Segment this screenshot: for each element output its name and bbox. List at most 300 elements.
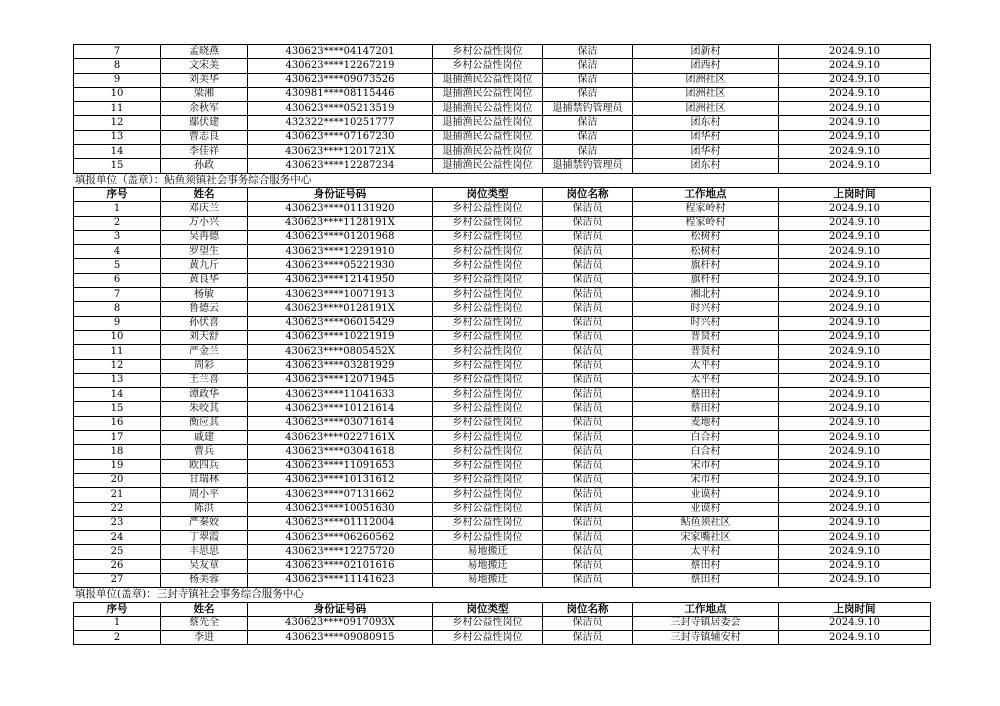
table-row [74,130,931,144]
cell-start-date: 2024.9.10 [779,73,931,87]
table-row [74,388,931,402]
cell-index: 10 [74,330,161,344]
cell-post-type: 乡村公益性岗位 [433,316,543,330]
cell-start-date: 2024.9.10 [779,59,931,73]
column-header: 姓名 [161,602,248,616]
table-row [74,330,931,344]
cell-post-type: 易地搬迁 [433,545,543,559]
cell-id-number: 430623****03071614 [248,416,433,430]
cell-start-date: 2024.9.10 [779,431,931,445]
cell-start-date: 2024.9.10 [779,145,931,159]
cell-work-location: 团华村 [633,145,779,159]
cell-name: 黄九斤 [161,259,248,273]
cell-id-number: 430623****1201721X [248,145,433,159]
cell-work-location: 团华村 [633,130,779,144]
cell-start-date: 2024.9.10 [779,459,931,473]
cell-index: 5 [74,259,161,273]
cell-id-number: 430623****0917093X [248,616,433,630]
cell-post-type: 乡村公益性岗位 [433,259,543,273]
cell-post-type: 乡村公益性岗位 [433,273,543,287]
cell-id-number: 430981****08115446 [248,87,433,101]
cell-name: 周彩 [161,359,248,373]
cell-post-type: 乡村公益性岗位 [433,202,543,216]
cell-work-location: 程家岭村 [633,202,779,216]
cell-id-number: 430623****10131612 [248,473,433,487]
cell-start-date: 2024.9.10 [779,102,931,116]
cell-work-location: 蔡田村 [633,559,779,573]
cell-id-number: 430623****05213519 [248,102,433,116]
cell-post-type: 乡村公益性岗位 [433,488,543,502]
cell-index: 3 [74,230,161,244]
cell-work-location: 太平村 [633,545,779,559]
cell-work-location: 团新村 [633,45,779,59]
cell-post-name: 保洁员 [543,531,633,545]
cell-work-location: 三封寺镇居委会 [633,616,779,630]
cell-start-date: 2024.9.10 [779,302,931,316]
cell-post-name: 保洁员 [543,573,633,587]
cell-work-location: 松树村 [633,230,779,244]
cell-name: 严秦姣 [161,516,248,530]
table-row [74,531,931,545]
cell-id-number: 430623****11141623 [248,573,433,587]
table-row [74,616,931,630]
cell-start-date: 2024.9.10 [779,116,931,130]
cell-index: 1 [74,202,161,216]
table-row [74,502,931,516]
cell-name: 欧四兵 [161,459,248,473]
cell-post-type: 乡村公益性岗位 [433,230,543,244]
cell-index: 26 [74,559,161,573]
cell-post-name: 保洁员 [543,502,633,516]
cell-id-number: 430623****1128191X [248,216,433,230]
cell-index: 12 [74,359,161,373]
cell-post-type: 乡村公益性岗位 [433,445,543,459]
column-header: 岗位名称 [543,187,633,201]
cell-name: 衡应其 [161,416,248,430]
cell-name: 谭政华 [161,388,248,402]
table-row [74,516,931,530]
cell-work-location: 麦地村 [633,416,779,430]
cell-name: 王兰喜 [161,373,248,387]
cell-work-location: 蔡田村 [633,573,779,587]
column-header: 工作地点 [633,187,779,201]
cell-post-name: 保洁 [543,130,633,144]
cell-work-location: 团东村 [633,116,779,130]
cell-post-name: 保洁员 [543,373,633,387]
cell-name: 周小平 [161,488,248,502]
column-header: 身份证号码 [248,602,433,616]
cell-post-name: 保洁员 [543,473,633,487]
table-section-1 [73,44,931,174]
table-row [74,302,931,316]
cell-post-type: 乡村公益性岗位 [433,502,543,516]
cell-work-location: 团洲社区 [633,87,779,101]
cell-work-location: 白合村 [633,431,779,445]
cell-id-number: 430623****09073526 [248,73,433,87]
cell-post-type: 退捕渔民公益性岗位 [433,130,543,144]
table-row [74,288,931,302]
cell-post-name: 保洁 [543,145,633,159]
cell-work-location: 宋家嘴社区 [633,531,779,545]
cell-id-number: 430623****11091653 [248,459,433,473]
cell-id-number: 430623****12275720 [248,545,433,559]
cell-post-type: 退捕渔民公益性岗位 [433,159,543,173]
reporting-unit-label: 填报单位（盖章）：鲇鱼须镇社会事务综合服务中心 [75,173,312,186]
column-header: 序号 [74,602,161,616]
cell-post-name: 保洁员 [543,416,633,430]
cell-post-name: 保洁员 [543,402,633,416]
cell-start-date: 2024.9.10 [779,45,931,59]
cell-post-type: 乡村公益性岗位 [433,531,543,545]
cell-post-name: 保洁 [543,45,633,59]
cell-id-number: 432322****10251777 [248,116,433,130]
cell-id-number: 430623****06260562 [248,531,433,545]
cell-post-name: 退捕禁钓管理员 [543,159,633,173]
cell-start-date: 2024.9.10 [779,359,931,373]
cell-work-location: 业谟村 [633,502,779,516]
cell-name: 甘瑞林 [161,473,248,487]
cell-id-number: 430623****10051630 [248,502,433,516]
cell-post-type: 退捕渔民公益性岗位 [433,145,543,159]
cell-name: 余秋军 [161,102,248,116]
cell-index: 12 [74,116,161,130]
cell-post-type: 乡村公益性岗位 [433,473,543,487]
table-row [74,145,931,159]
cell-name: 鲁德云 [161,302,248,316]
cell-name: 严金兰 [161,345,248,359]
cell-start-date: 2024.9.10 [779,388,931,402]
cell-post-name: 保洁员 [543,545,633,559]
cell-work-location: 普贤村 [633,330,779,344]
cell-id-number: 430623****07131662 [248,488,433,502]
cell-post-type: 退捕渔民公益性岗位 [433,116,543,130]
column-header: 序号 [74,187,161,201]
cell-work-location: 团洲社区 [633,73,779,87]
cell-name: 邓庆兰 [161,202,248,216]
cell-start-date: 2024.9.10 [779,402,931,416]
table-row [74,116,931,130]
cell-id-number: 430623****0128191X [248,302,433,316]
cell-work-location: 宋市村 [633,473,779,487]
cell-post-type: 乡村公益性岗位 [433,288,543,302]
cell-name: 曹志良 [161,130,248,144]
cell-name: 文宋美 [161,59,248,73]
cell-id-number: 430623****01112004 [248,516,433,530]
cell-index: 19 [74,459,161,473]
table-row [74,402,931,416]
cell-post-type: 易地搬迁 [433,573,543,587]
cell-start-date: 2024.9.10 [779,273,931,287]
cell-id-number: 430623****10071913 [248,288,433,302]
table-row [74,202,931,216]
cell-id-number: 430623****03041618 [248,445,433,459]
cell-name: 孙政 [161,159,248,173]
cell-id-number: 430623****0805452X [248,345,433,359]
cell-name: 吴友章 [161,559,248,573]
cell-id-number: 430623****06015429 [248,316,433,330]
column-header: 工作地点 [633,602,779,616]
cell-id-number: 430623****12291910 [248,245,433,259]
cell-post-name: 保洁员 [543,516,633,530]
cell-post-name: 保洁员 [543,216,633,230]
cell-post-type: 乡村公益性岗位 [433,416,543,430]
cell-index: 7 [74,45,161,59]
cell-post-name: 保洁员 [543,316,633,330]
table-row [74,631,931,645]
cell-name: 李进 [161,631,248,645]
cell-post-type: 乡村公益性岗位 [433,516,543,530]
cell-post-type: 退捕渔民公益性岗位 [433,87,543,101]
cell-start-date: 2024.9.10 [779,202,931,216]
cell-index: 14 [74,388,161,402]
table-row [74,473,931,487]
cell-name: 罗望生 [161,245,248,259]
cell-name: 梁湘 [161,87,248,101]
cell-index: 8 [74,59,161,73]
cell-name: 刘美华 [161,73,248,87]
cell-post-type: 退捕渔民公益性岗位 [433,102,543,116]
cell-name: 杨美蓉 [161,573,248,587]
cell-id-number: 430623****12071945 [248,373,433,387]
cell-name: 丁翠霞 [161,531,248,545]
cell-index: 22 [74,502,161,516]
cell-index: 27 [74,573,161,587]
cell-index: 15 [74,402,161,416]
table-row [74,359,931,373]
cell-name: 鄢伏建 [161,116,248,130]
cell-work-location: 白合村 [633,445,779,459]
table-row [74,445,931,459]
cell-index: 13 [74,373,161,387]
cell-index: 15 [74,159,161,173]
cell-post-type: 乡村公益性岗位 [433,359,543,373]
cell-post-name: 保洁员 [543,488,633,502]
column-header: 姓名 [161,187,248,201]
cell-work-location: 团东村 [633,159,779,173]
reporting-unit-label: 填报单位(盖章)：三封寺镇社会事务综合服务中心 [75,588,304,601]
cell-id-number: 430623****09080915 [248,631,433,645]
cell-name: 李佳祥 [161,145,248,159]
cell-index: 23 [74,516,161,530]
cell-index: 7 [74,288,161,302]
cell-post-name: 保洁员 [543,288,633,302]
cell-post-name: 保洁员 [543,388,633,402]
cell-index: 2 [74,216,161,230]
table-row [74,73,931,87]
column-header: 岗位名称 [543,602,633,616]
cell-index: 9 [74,316,161,330]
cell-work-location: 湘北村 [633,288,779,302]
cell-start-date: 2024.9.10 [779,373,931,387]
cell-post-type: 退捕渔民公益性岗位 [433,73,543,87]
cell-post-name: 退捕禁钓管理员 [543,102,633,116]
cell-post-type: 乡村公益性岗位 [433,373,543,387]
cell-work-location: 松树村 [633,245,779,259]
cell-name: 丰思思 [161,545,248,559]
cell-index: 18 [74,445,161,459]
cell-post-type: 易地搬迁 [433,559,543,573]
cell-work-location: 鲇鱼须社区 [633,516,779,530]
cell-name: 孙伏喜 [161,316,248,330]
cell-id-number: 430623****01131920 [248,202,433,216]
cell-post-name: 保洁 [543,87,633,101]
cell-post-name: 保洁 [543,73,633,87]
table-row [74,59,931,73]
cell-work-location: 蔡田村 [633,402,779,416]
cell-post-name: 保洁员 [543,259,633,273]
document-page [73,44,930,645]
cell-index: 10 [74,87,161,101]
cell-post-type: 乡村公益性岗位 [433,431,543,445]
cell-work-location: 业谟村 [633,488,779,502]
table-header-row [74,187,931,201]
cell-post-name: 保洁员 [543,559,633,573]
cell-work-location: 宋市村 [633,459,779,473]
cell-post-type: 乡村公益性岗位 [433,459,543,473]
cell-work-location: 旗杆村 [633,259,779,273]
cell-index: 13 [74,130,161,144]
cell-work-location: 时兴村 [633,316,779,330]
cell-name: 戚建 [161,431,248,445]
table-row [74,45,931,59]
cell-work-location: 三封寺镇辅安村 [633,631,779,645]
cell-start-date: 2024.9.10 [779,245,931,259]
cell-post-type: 乡村公益性岗位 [433,330,543,344]
cell-id-number: 430623****12267219 [248,59,433,73]
cell-post-type: 乡村公益性岗位 [433,402,543,416]
table-row [74,545,931,559]
column-header: 岗位类型 [433,602,543,616]
cell-start-date: 2024.9.10 [779,559,931,573]
cell-post-name: 保洁员 [543,459,633,473]
cell-work-location: 太平村 [633,359,779,373]
cell-post-name: 保洁员 [543,631,633,645]
cell-work-location: 团西村 [633,59,779,73]
cell-index: 1 [74,616,161,630]
cell-post-name: 保洁员 [543,273,633,287]
table-section-2 [73,187,931,588]
cell-work-location: 时兴村 [633,302,779,316]
table-row [74,345,931,359]
cell-work-location: 蔡田村 [633,388,779,402]
cell-post-name: 保洁员 [543,330,633,344]
cell-work-location: 旗杆村 [633,273,779,287]
column-header: 上岗时间 [779,187,931,201]
table-row [74,216,931,230]
table-row [74,559,931,573]
cell-name: 陈洪 [161,502,248,516]
cell-post-name: 保洁员 [543,230,633,244]
table-row [74,230,931,244]
cell-start-date: 2024.9.10 [779,416,931,430]
cell-index: 4 [74,245,161,259]
cell-name: 黄良华 [161,273,248,287]
cell-post-name: 保洁员 [543,202,633,216]
cell-start-date: 2024.9.10 [779,445,931,459]
cell-start-date: 2024.9.10 [779,502,931,516]
cell-post-name: 保洁员 [543,302,633,316]
table-row [74,87,931,101]
cell-index: 17 [74,431,161,445]
table-row [74,259,931,273]
cell-post-type: 乡村公益性岗位 [433,631,543,645]
cell-post-type: 乡村公益性岗位 [433,616,543,630]
cell-id-number: 430623****0227161X [248,431,433,445]
cell-id-number: 430623****02101616 [248,559,433,573]
cell-name: 杨敏 [161,288,248,302]
cell-start-date: 2024.9.10 [779,230,931,244]
cell-post-name: 保洁员 [543,359,633,373]
cell-post-type: 乡村公益性岗位 [433,388,543,402]
cell-index: 24 [74,531,161,545]
table-row [74,488,931,502]
cell-post-name: 保洁员 [543,445,633,459]
table-section-3 [73,602,931,646]
cell-start-date: 2024.9.10 [779,516,931,530]
cell-id-number: 430623****07167230 [248,130,433,144]
cell-index: 9 [74,73,161,87]
cell-id-number: 430623****10121614 [248,402,433,416]
cell-work-location: 团洲社区 [633,102,779,116]
cell-work-location: 程家岭村 [633,216,779,230]
cell-index: 11 [74,345,161,359]
cell-name: 刘天舒 [161,330,248,344]
cell-index: 2 [74,631,161,645]
cell-start-date: 2024.9.10 [779,330,931,344]
column-header: 上岗时间 [779,602,931,616]
table-row [74,102,931,116]
cell-post-type: 乡村公益性岗位 [433,345,543,359]
cell-start-date: 2024.9.10 [779,130,931,144]
cell-post-name: 保洁员 [543,616,633,630]
cell-start-date: 2024.9.10 [779,545,931,559]
table-row [74,431,931,445]
table-row [74,245,931,259]
cell-start-date: 2024.9.10 [779,216,931,230]
table-row [74,373,931,387]
table-row [74,159,931,173]
column-header: 岗位类型 [433,187,543,201]
cell-start-date: 2024.9.10 [779,345,931,359]
table-row [74,416,931,430]
cell-name: 蔡先全 [161,616,248,630]
table-header-row [74,602,931,616]
cell-start-date: 2024.9.10 [779,488,931,502]
cell-start-date: 2024.9.10 [779,473,931,487]
cell-name: 吴再德 [161,230,248,244]
cell-post-type: 乡村公益性岗位 [433,59,543,73]
cell-post-type: 乡村公益性岗位 [433,302,543,316]
cell-post-name: 保洁 [543,116,633,130]
cell-index: 16 [74,416,161,430]
cell-post-type: 乡村公益性岗位 [433,216,543,230]
cell-start-date: 2024.9.10 [779,616,931,630]
cell-start-date: 2024.9.10 [779,288,931,302]
cell-name: 万小兴 [161,216,248,230]
cell-post-name: 保洁员 [543,431,633,445]
cell-index: 21 [74,488,161,502]
cell-start-date: 2024.9.10 [779,316,931,330]
cell-index: 25 [74,545,161,559]
cell-index: 6 [74,273,161,287]
cell-id-number: 430623****12141950 [248,273,433,287]
cell-index: 11 [74,102,161,116]
cell-id-number: 430623****05221930 [248,259,433,273]
cell-start-date: 2024.9.10 [779,159,931,173]
cell-name: 曹兵 [161,445,248,459]
cell-post-name: 保洁员 [543,245,633,259]
column-header: 身份证号码 [248,187,433,201]
